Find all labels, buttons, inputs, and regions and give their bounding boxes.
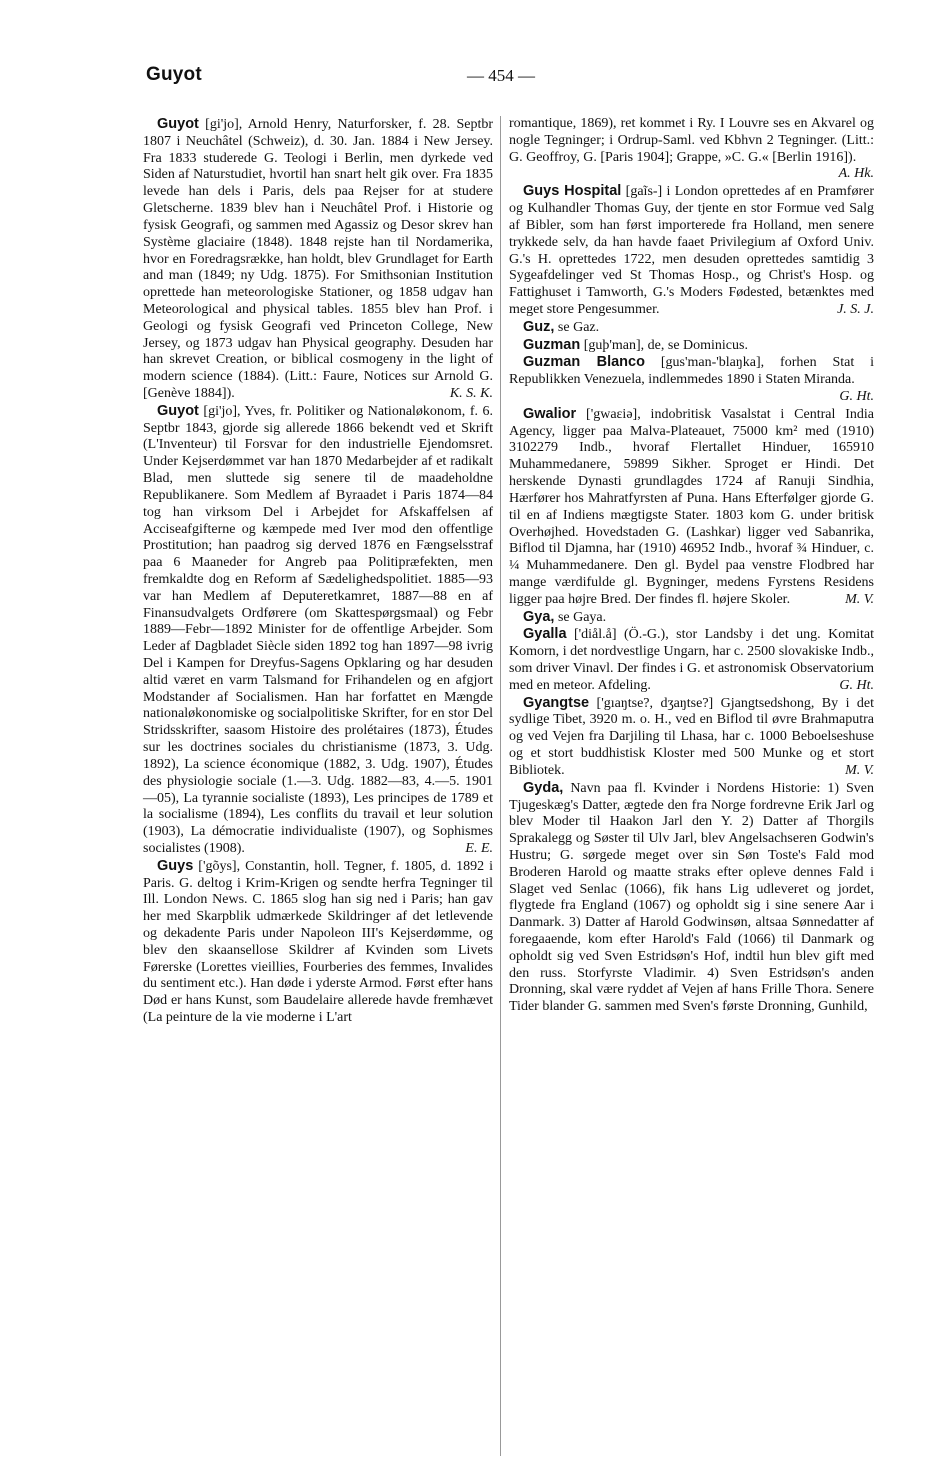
entry-text: ['diål.å] (Ö.-G.), stor Landsby i det ung. Komitat Komorn, i det nordvestlige Ungarn, har c. 2500 slovakiske Indb., som driver Vinavl. Der findes i G. et astronomisk Observatorium med en meteor. Afdeling. (509, 627, 874, 693)
entry-text: romantique, 1869), ret kommet i Ry. I Louvre ses en Akvarel og nogle Tegninger; i Ordrup-Saml. ved Kbhvn 2 Tegninger. (Litt.: G. Geoffroy, G. [Paris 1904]; Grappe, »C. G.« [Berlin 1916]). (509, 116, 874, 165)
entry-text: [guþ'man], de, se Dominicus. (583, 337, 748, 353)
entry-text: se Gaz. (557, 319, 600, 335)
headword: Gwalior (523, 405, 577, 422)
headword: Guzman Blanco (523, 354, 645, 371)
entry-gyangtse (509, 695, 874, 780)
headword: Guyot (157, 402, 199, 419)
page-number: — 454 — (467, 66, 535, 85)
headword: Gyda, (523, 779, 564, 796)
entry-text: ['gõys], Constantin, holl. Tegner, f. 1805, d. 1892 i Paris. G. deltog i Krim-Krigen og sendte herfra Tegninger til Ill. London News. C. 1865 slog han sig ned i Paris; han gav her med Skarpblik udmærkede Skildringer af det letlevende og dekadente Paris under Napoleon III's Kejserdømme, og blev den skaansellose Skildrer af Kvinden som Livets Førerske (Lorettes vieillies, Fourberies des femmes, Invalides du sentiment etc.). Han døde i yderste Armod. Først efter hans Død er hans Kunst, som Baudelaire allerede havde fremhævet (La peinture de la vie moderne i L'art (143, 858, 493, 1026)
entry-guys-hospital (509, 183, 874, 319)
entry-gyalla (509, 626, 874, 694)
author-signature: M. V. (845, 591, 874, 607)
author-signature: A. Hk. (838, 166, 874, 182)
entry-text: ['gıaŋtse?, dʒaŋtse?] Gjangtsedshong, By i det sydlige Tibet, 3920 m. o. H., ved en Biflod til øvre Brahmaputra og ved Vejen fra Darjiling til Lhasa, har c. 1000 Beboelseshuse og et stort buddhistisk Kloster med 500 Munke og et stort Bibliotek. (509, 695, 874, 778)
entry-text: [gaĩs-] i London oprettedes af en Pramfører og Kulhandler Thomas Guy, der tjente en stor Formue ved Salg af Bibler, som han først importerede fra Holland, men senere trykkede selv, da han havde faaet Privilegium af Oxford Univ. G.'s H. oprettedes 1722, men desuden oprettedes samtidig 3 Sygeafdelinger ved St Thomas Hosp., og Christ's Hosp. og Fattighuset i Tamworth, G.'s Moders Fødested, betænktes med meget store Pengesummer. (509, 184, 875, 317)
entry-guys (143, 858, 493, 1027)
column-divider (500, 116, 501, 1456)
author-signature: E. E. (465, 840, 493, 856)
headword: Guys Hospital (523, 183, 622, 200)
left-column (143, 116, 493, 1027)
headword: Guz, (523, 318, 555, 335)
entry-guzman-blanco (509, 354, 874, 405)
entry-guyot-yves (143, 403, 493, 858)
author-signature: M. V. (845, 762, 874, 778)
entry-guzman (509, 337, 874, 355)
entry-guys-continuation (509, 116, 874, 183)
entry-text: Navn paa fl. Kvinder i Nordens Historie: 1) Sven Tjugeskæg's Datter, ægtede den fra Norge fordrevne Erik Jarl og blev Moder til Haakon Jarl den Y. 2) Datter af Thorgils Sprakalegg og Søster til Ulv Jarl, blev Angelsachseren Godwin's Hustru; G. sørgede meget over sin Søn Toste's Fald mod Broderen Harold og maatte straks efter opleve dennes Fald i Slaget ved Senlac (1066), fik hans Lig udleveret og jordet, flygtede fra England (1067) og opholdt sig i sine senere Aar i Danmark. 3) Datter af Harold Godwinsøn, altsaa Sønnedatter af foregaaende, kom efter Harold's Fald (1066) til Danmark og opholdt sig ved Sven Estridsøn's Hof, indtil hun blev gift med den russ. Storfyrste Vladimir. 4) Sven Estridsøn's anden Dronning, skal være ryddet af Vejen af hans Frille Thora. Senere Tider blander G. sammen med Sven's første Dronning, Gunhild, (509, 780, 874, 1015)
entry-gyda (509, 780, 874, 1016)
headword: Guzman (523, 336, 581, 353)
entry-text: [gus'man-'blaŋka], forhen Stat i Republikken Venezuela, indlemmedes 1890 i Staten Miranda. (509, 355, 874, 388)
entry-gwalior (509, 406, 874, 609)
entry-gya (509, 609, 874, 627)
entry-text: [gi'jo], Yves, fr. Politiker og Nationaløkonom, f. 6. Septbr 1843, gjorde sig allerede 1866 bekendt ved et Skrift (L'Inventeur) til Forsvar for den industrielle Ejendomsret. Under Kejserdømmet var han 1870 Medarbejder af et radikalt Blad, men sluttede sig senere til de maadeholdne Republikanere. Som Medlem af Byraadet i Paris 1874—84 tog han virksom Del i Arbejdet for Afskaffelsen af Acciseafgifterne og kæmpede med Iver mod den offentlige Prostitution; han paadrog sig derved 1876 en Fængselsstraf paa 6 Maaneder for Angreb paa Politipræfekten, men fremkaldte dog en Reform af Sædelighedspolitiet. 1885—93 var han Medlem af Deputeretkamret, 1887—88 en af Finansudvalgets Ordførere (om Skattespørgsmaal) og Febr 1889—Febr—1892 Minister for de offentlige Arbejder. Som Leder af Dagbladet Siècle siden 1892 tog han 1897—98 ivrig Del i Kampen for Dreyfus-Sagens Opklaring og har desuden altid været en varm Talsmand for Frihandelen og en afgjort Modstander af Socialismen. Han har forfattet en Mængde nationaløkonomiske og socialpolitiske Skrifter, for en stor Del Stridsskrifter, saasom Histoire des prolétaires (1873), Études sur les doctrines sociales du christianisme (1873, 3. Udg. 1892), La science économique (1882, 3. Udg. 1907), Études des physiologie sociale (1.—3. Udg. 1882—83, 4.—5. 1901—05), La tyrannie socialiste (1893), Les principes de 1789 et la socialisme (1894), Les conflits du travail et leur solution (1903), La démocratie individualiste (1907), og Sophismes socialistes (1908). (143, 403, 493, 856)
author-signature: K. S. K. (449, 386, 493, 401)
entry-text: [gi'jo], Arnold Henry, Naturforsker, f. 28. Septbr 1807 i Neuchâtel (Schweiz), d. 30. Jan. 1884 i New Jersey. Fra 1833 studerede G. Teologi i Berlin, men dyrkede ved Siden af Naturstudiet, hvortil han snart helt gik over. Fra 1835 levede han dels i Paris, dels paa Rejser for at studere Gletscherne. 1839 blev han i Neuchâtel Prof. i Historie og fysisk Geografi, og sammen med Agassiz og Desor skrev han Système glaciaire (1848). 1848 rejste han til Nordamerika, hvor en Foredragsrække, han holdt, blev Grundlaget for Earth and man (1849; ny Udg. 1875). For Smithsonian Institution oprettede han meteorologiske Stationer, og 1858 udgav han Meteorological and physical tables. 1855 blev han Prof. i Geologi og fysisk Geografi ved Princeton College, New Jersey, og 1873 udgav han Physical geography. Desuden har han skrevet Creation, or biblical cosmogeny in the light of modern science (1884). (Litt.: Faure, Notices sur Arnold G. [Genève 1884]). (143, 117, 493, 401)
headword: Gya, (523, 608, 555, 625)
entry-guz (509, 319, 874, 337)
headword: Gyalla (523, 626, 567, 643)
headword: Guys (157, 857, 194, 874)
entry-text: ['gwaɛiə], indobritisk Vasalstat i Central India Agency, ligger paa Malva-Plateauet, 75000 km² med (1910) 3102279 Indb., hvoraf Flertallet Hinduer, 165910 Muhammedanere, 59899 Sikher. Sproget er Hindi. Det herskende Dynasti grundlagdes 1724 af Ranuji Sindhia, Hærfører hos Mahratfyrsten af Puna. Hans Efterfølger gjorde G. til en af Indiens mægtigste Stater. 1803 kom G. under britisk Overhøjhed. Hovedstaden G. (Lashkar) ligger ved Sabanrika, Biflod til Djamna, har (1910) 46952 Indb., hvoraf ¾ Hinduer, c. ¼ Muhammedanere. Den gl. Bydel paa venstre Flodbred har mange værdifulde gl. Bygninger, medens Fyrstens Residens ligger paa højre Bred. Der findes fl. højere Skoler. (509, 406, 875, 607)
running-head: Guyot (146, 64, 202, 85)
author-signature: G. Ht. (839, 389, 874, 404)
entry-guyot-arnold (143, 116, 493, 403)
headword: Guyot (157, 116, 199, 132)
author-signature: G. Ht. (839, 677, 874, 693)
page-header (146, 64, 796, 94)
headword: Gyangtse (523, 694, 590, 711)
right-column (509, 116, 874, 1016)
author-signature: J. S. J. (837, 301, 874, 317)
entry-text: se Gaya. (557, 609, 607, 625)
